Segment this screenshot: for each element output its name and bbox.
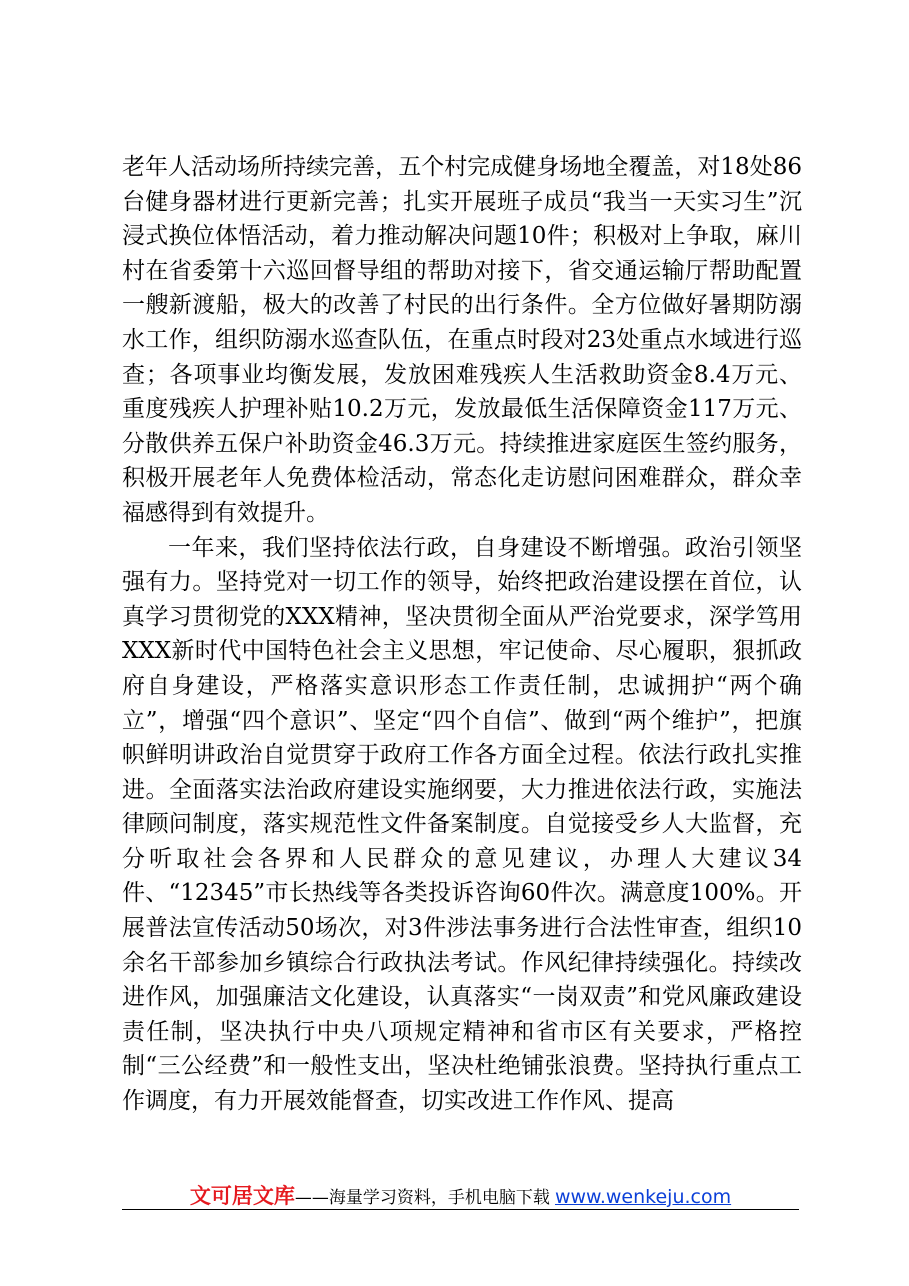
footer-divider (122, 1209, 799, 1210)
footer-brand: 文可居文库 (189, 1184, 295, 1208)
page-footer (122, 1180, 799, 1210)
body-text (122, 150, 802, 1119)
footer-slogan: ——海量学习资料，手机电脑下载 (294, 1188, 550, 1208)
paragraph-self-construction: 一年来，我们坚持依法行政，自身建设不断增强。政治引领坚强有力。坚持党对一切工作的领导，始终把政治建设摆在首位，认真学习贯彻党的XXX精神，坚决贯彻全面从严治党要求，深学笃用XXX新时代中国特色社会主义思想，牢记使命、尽心履职，狠抓政府自身建设，严格落实意识形态工作责任制，忠诚拥护“两个确立”，增强“四个意识”、坚定“四个自信”、做到“两个维护”，把旗帜鲜明讲政治自觉贯穿于政府工作各方面全过程。依法行政扎实推进。全面落实法治政府建设实施纲要，大力推进依法行政，实施法律顾问制度，落实规范性文件备案制度。自觉接受乡人大监督，充分听取社会各界和人民群众的意见建议，办理人大建议34件、“12345”市长热线等各类投诉咨询60件次。满意度100%。开展普法宣传活动50场次，对3件涉法事务进行合法性审查，组织10余名干部参加乡镇综合行政执法考试。作风纪律持续强化。持续改进作风，加强廉洁文化建设，认真落实“一岗双责”和党风廉政建设责任制，坚决执行中央八项规定精神和省市区有关要求，严格控制“三公经费”和一般性支出，坚决杜绝铺张浪费。坚持执行重点工作调度，有力开展效能督查，切实改进工作作风、提高 (122, 534, 802, 1115)
paragraph-continued: 老年人活动场所持续完善，五个村完成健身场地全覆盖，对18处86台健身器材进行更新完善；扎实开展班子成员“我当一天实习生”沉浸式换位体悟活动，着力推动解决问题10件；积极对上争取，麻川村在省委第十六巡回督导组的帮助对接下，省交通运输厅帮助配置一艘新渡船，极大的改善了村民的出行条件。全方位做好暑期防溺水工作，组织防溺水巡查队伍，在重点时段对23处重点水域进行巡查；各项事业均衡发展，发放困难残疾人生活救助资金8.4万元、重度残疾人护理补贴10.2万元，发放最低生活保障资金117万元、分散供养五保户补助资金46.3万元。持续推进家庭医生签约服务，积极开展老年人免费体检活动，常态化走访慰问困难群众，群众幸福感得到有效提升。 (122, 154, 802, 526)
footer-url-link[interactable]: www.wenkeju.com (554, 1186, 732, 1208)
